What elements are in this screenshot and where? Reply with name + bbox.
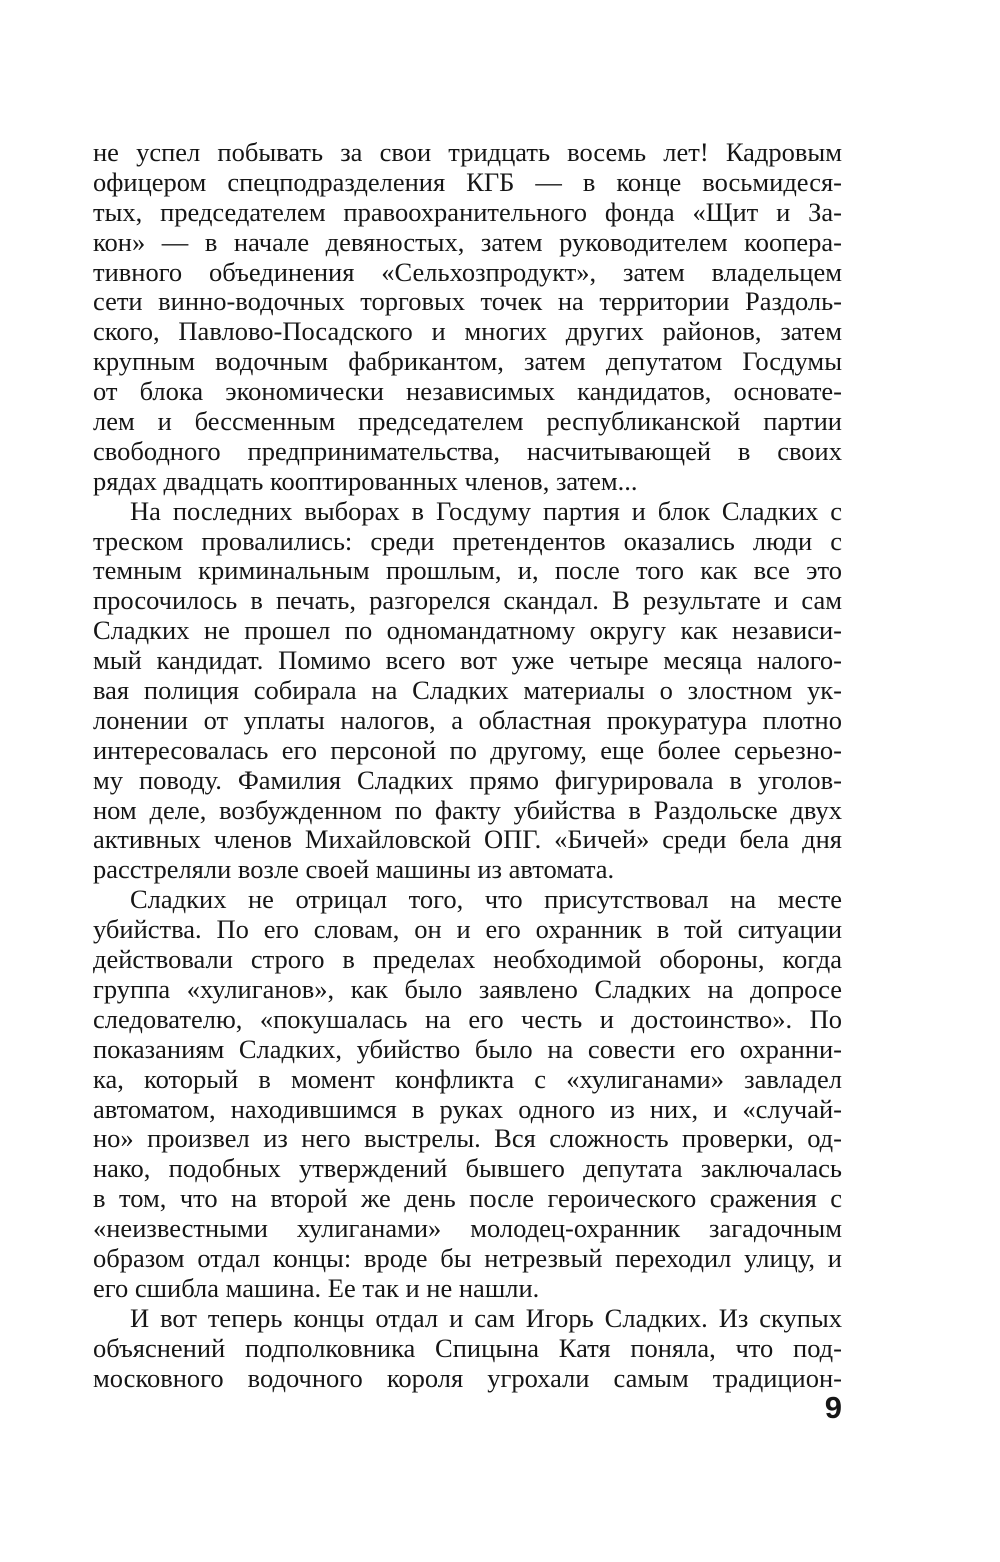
text-line: мый кандидат. Помимо всего вот уже четыре месяца налого- (93, 646, 842, 676)
text-line: следователю, «покушалась на его честь и достоинство». По (93, 1004, 842, 1034)
text-line: треском провалились: среди претендентов оказались люди с (93, 526, 842, 556)
text-line: му поводу. Фамилия Сладких прямо фигурировала в уголов- (93, 765, 842, 795)
paragraph-3 (93, 885, 842, 1303)
text-line: сети винно-водочных торговых точек на территории Раздоль- (93, 287, 842, 317)
text-line: действовали строго в пределах необходимой обороны, когда (93, 945, 842, 975)
text-line: лем и бессменным председателем республиканской партии (93, 407, 842, 437)
text-line: ка, который в момент конфликта с «хулиганами» завладел (93, 1064, 842, 1094)
text-line: но» произвел из него выстрелы. Вся сложность проверки, од- (93, 1124, 842, 1154)
text-line: «неизвестными хулиганами» молодец-охранник загадочным (93, 1214, 842, 1244)
text-line: от блока экономически независимых кандидатов, основате- (93, 377, 842, 407)
text-line: вая полиция собирала на Сладких материалы о злостном ук- (93, 676, 842, 706)
text-line: Сладких не отрицал того, что присутствовал на месте (130, 885, 842, 915)
text-line: тивного объединения «Сельхозпродукт», затем владельцем (93, 257, 842, 287)
text-line: Сладких не прошел по одномандатному округу как независи- (93, 616, 842, 646)
text-line: московного водочного короля угрохали самым традицион- (93, 1363, 842, 1393)
text-line: темным криминальным прошлым, и, после того как все это (93, 556, 842, 586)
text-line: тых, председателем правоохранительного фонда «Щит и За- (93, 197, 842, 227)
paragraph-4 (93, 1304, 842, 1394)
text-line: свободного предпринимательства, насчитывающей в своих (93, 436, 842, 466)
text-line: офицером спецподразделения КГБ — в конце восьмидеся- (93, 167, 842, 197)
text-line: активных членов Михайловской ОПГ. «Бичей» среди бела дня (93, 825, 842, 855)
text-line: На последних выборах в Госдуму партия и блок Сладких с (130, 496, 842, 526)
text-line: нако, подобных утверждений бывшего депутата заключалась (93, 1154, 842, 1184)
body-text (93, 138, 842, 1393)
text-line: объяснений подполковника Спицына Катя поняла, что под- (93, 1333, 842, 1363)
text-line: ского, Павлово-Посадского и многих других районов, затем (93, 317, 842, 347)
text-line: крупным водочным фабрикантом, затем депутатом Госдумы (93, 347, 842, 377)
text-line: не успел побывать за свои тридцать восемь лет! Кадровым (93, 138, 842, 167)
text-line: расстреляли возле своей машины из автомата. (93, 855, 615, 885)
text-line: интересовалась его персоной по другому, еще более серьезно- (93, 735, 842, 765)
text-line: его сшибла машина. Ее так и не нашли. (93, 1273, 540, 1303)
text-line: убийства. По его словам, он и его охранник в той ситуации (93, 915, 842, 945)
text-line: образом отдал концы: вроде бы нетрезвый переходил улицу, и (93, 1243, 842, 1273)
text-line: лонении от уплаты налогов, а областная прокуратура плотно (93, 705, 842, 735)
text-line: в том, что на второй же день после героического сражения с (93, 1184, 842, 1214)
text-line: просочилось в печать, разгорелся скандал. В результате и сам (93, 586, 842, 616)
paragraph-2 (93, 497, 842, 886)
text-line: кон» — в начале девяностых, затем руководителем коопера- (93, 227, 842, 257)
page-number: 9 (824, 1390, 842, 1425)
text-line: рядах двадцать кооптированных членов, затем... (93, 466, 638, 496)
paragraph-1 (93, 138, 842, 497)
text-line: И вот теперь концы отдал и сам Игорь Сладких. Из скупых (130, 1303, 842, 1333)
text-line: автоматом, находившимся в руках одного из них, и «случай- (93, 1094, 842, 1124)
text-line: ном деле, возбужденном по факту убийства в Раздольске двух (93, 795, 842, 825)
text-line: группа «хулиганов», как было заявлено Сладких на допросе (93, 974, 842, 1004)
text-line: показаниям Сладких, убийство было на совести его охранни- (93, 1034, 842, 1064)
